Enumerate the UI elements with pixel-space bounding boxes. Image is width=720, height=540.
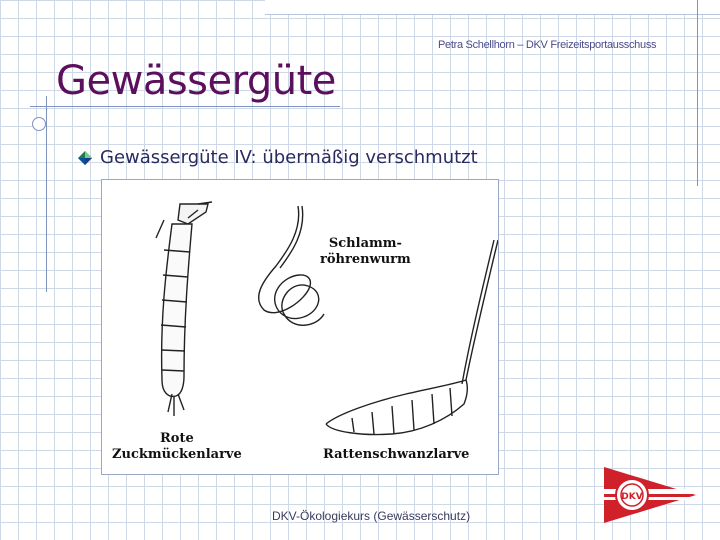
diamond-bullet-icon <box>77 150 93 166</box>
author-header: Petra Schellhorn – DKV Freizeitsportausschuss <box>438 39 657 51</box>
midge-label-line1: Rote <box>160 431 194 446</box>
midge-larva-label <box>112 431 242 463</box>
decorative-circle <box>32 117 46 131</box>
midge-larva-drawing <box>156 202 212 416</box>
bullet-item <box>77 147 478 168</box>
right-decorative-rule <box>697 0 698 186</box>
worm-label-line2: röhrenwurm <box>320 252 411 267</box>
footer-text: DKV-Ökologiekurs (Gewässerschutz) <box>272 509 471 523</box>
logo-text: DKV <box>621 492 643 502</box>
bullet-text: Gewässergüte IV: übermäßig verschmutzt <box>100 147 478 168</box>
left-decorative-rule <box>46 96 47 292</box>
top-band <box>265 0 720 15</box>
rat-tailed-maggot-label: Rattenschwanzlarve <box>323 447 470 462</box>
larvae-drawing <box>102 180 498 474</box>
tube-worm-drawing <box>259 206 324 325</box>
page-title: Gewässergüte <box>56 58 336 104</box>
larvae-illustration <box>101 179 499 475</box>
worm-label <box>320 236 411 268</box>
worm-label-line1: Schlamm- <box>328 236 402 251</box>
title-underline-rule <box>30 106 340 107</box>
dkv-pennant-logo-icon <box>604 467 696 523</box>
midge-label-line2: Zuckmückenlarve <box>112 447 242 462</box>
rat-tailed-maggot-drawing <box>326 240 498 435</box>
